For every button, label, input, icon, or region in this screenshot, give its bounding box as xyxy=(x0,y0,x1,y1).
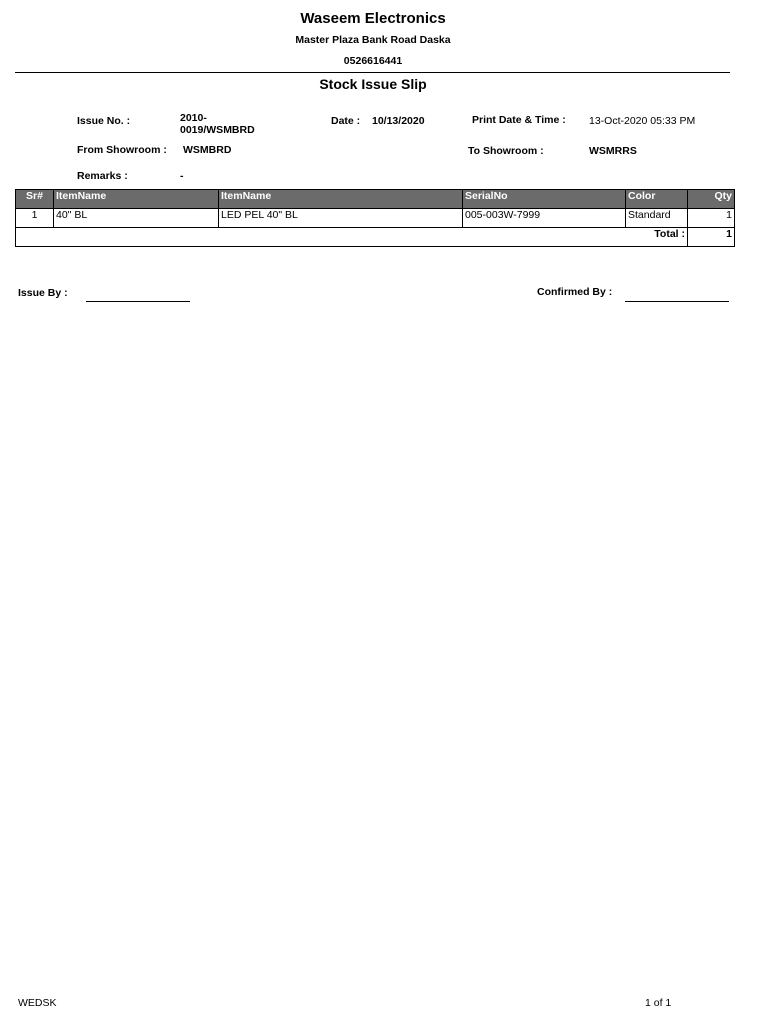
total-row xyxy=(16,228,735,247)
cell-color: Standard xyxy=(626,209,688,228)
issue-no-value-line1: 2010- xyxy=(180,112,207,124)
print-datetime-value: 13-Oct-2020 05:33 PM xyxy=(589,115,696,127)
column-header-itemname: ItemName xyxy=(54,190,219,209)
issue-by-signature-line xyxy=(86,301,190,302)
table-header-row xyxy=(16,190,735,209)
company-phone: 0526616441 xyxy=(343,55,403,67)
cell-sr: 1 xyxy=(16,209,54,228)
column-header-qty: Qty xyxy=(688,190,735,209)
footer-code: WEDSK xyxy=(18,997,57,1009)
issue-no-value-line2: 0019/WSMBRD xyxy=(180,124,255,136)
column-header-color: Color xyxy=(626,190,688,209)
column-header-sr: Sr# xyxy=(16,190,54,209)
page-number: 1 of 1 xyxy=(645,997,672,1009)
print-datetime-label: Print Date & Time : xyxy=(472,114,566,126)
date-value: 10/13/2020 xyxy=(372,115,425,127)
company-name: Waseem Electronics xyxy=(300,10,446,27)
issue-by-label: Issue By : xyxy=(18,287,68,299)
items-table xyxy=(15,189,735,247)
remarks-value: - xyxy=(180,170,184,182)
issue-no-label: Issue No. : xyxy=(77,115,131,127)
from-showroom-value: WSMBRD xyxy=(183,144,232,156)
from-showroom-label: From Showroom : xyxy=(77,144,167,156)
to-showroom-label: To Showroom : xyxy=(468,145,544,157)
remarks-label: Remarks : xyxy=(77,170,128,182)
column-header-serialno: SerialNo xyxy=(463,190,626,209)
total-value: 1 xyxy=(688,228,735,247)
column-header-itemname-2: ItemName xyxy=(219,190,463,209)
company-address: Master Plaza Bank Road Daska xyxy=(295,34,451,46)
confirmed-by-signature-line xyxy=(625,301,729,302)
header-divider xyxy=(15,72,730,73)
document-title: Stock Issue Slip xyxy=(319,76,427,92)
to-showroom-value: WSMRRS xyxy=(589,145,637,157)
confirmed-by-label: Confirmed By : xyxy=(537,286,613,298)
date-label: Date : xyxy=(331,115,361,127)
cell-qty: 1 xyxy=(688,209,735,228)
cell-serialno: 005-003W-7999 xyxy=(463,209,626,228)
cell-itemname-2: LED PEL 40" BL xyxy=(219,209,463,228)
total-label: Total : xyxy=(16,228,688,247)
table-row xyxy=(16,209,735,228)
cell-itemname: 40" BL xyxy=(54,209,219,228)
